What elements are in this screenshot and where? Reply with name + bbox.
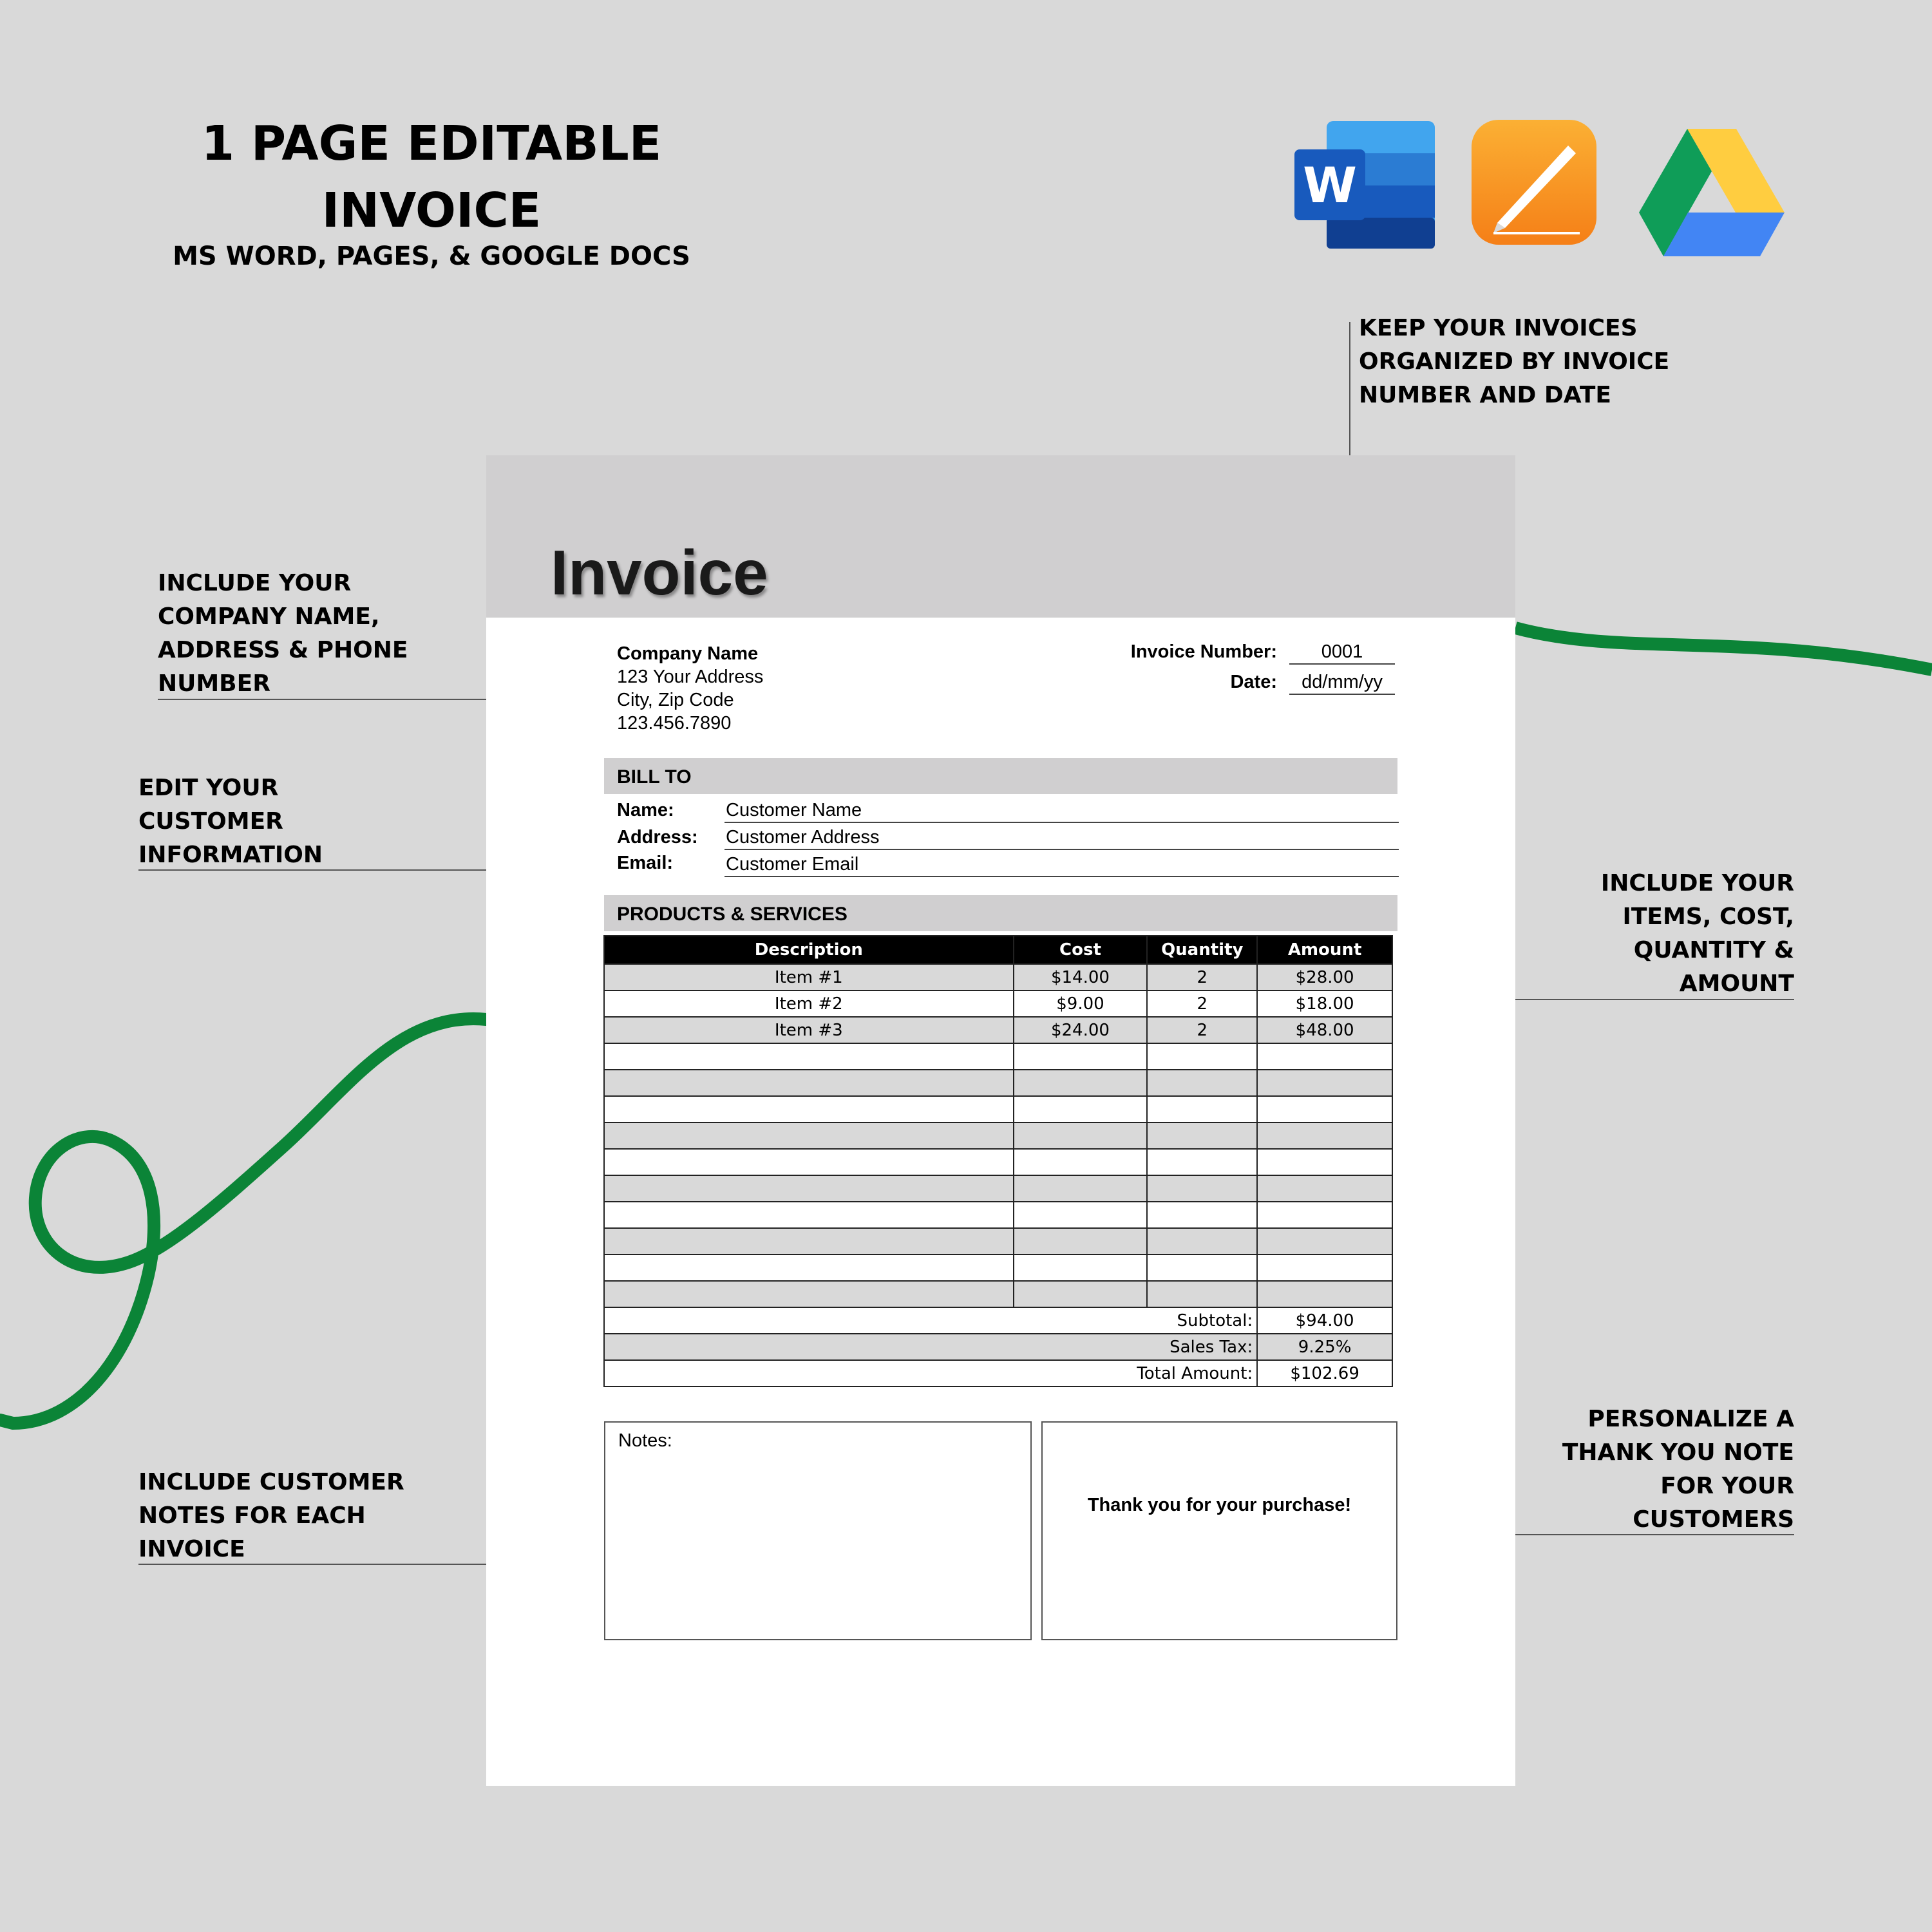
total-value[interactable]: $102.69: [1257, 1360, 1392, 1387]
empty-row[interactable]: [604, 1228, 1392, 1255]
company-phone[interactable]: 123.456.7890: [617, 713, 732, 734]
word-letter: W: [1303, 156, 1357, 214]
empty-row[interactable]: [604, 1255, 1392, 1281]
cell-description[interactable]: Item #2: [604, 990, 1014, 1017]
column-header-cost: Cost: [1014, 936, 1148, 964]
subtotal-value[interactable]: $94.00: [1257, 1307, 1392, 1334]
empty-row[interactable]: [604, 1175, 1392, 1202]
thank-you-message[interactable]: Thank you for your purchase!: [1087, 1495, 1352, 1515]
sales-tax-row: [604, 1334, 1392, 1360]
empty-row[interactable]: [604, 1202, 1392, 1228]
annotation-items: INCLUDE YOUR ITEMS, COST, QUANTITY & AMOUNT: [1600, 870, 1794, 997]
cell-description[interactable]: Item #3: [604, 1017, 1014, 1043]
bill-to-name-label: Name:: [617, 800, 674, 820]
total-label: Total Amount:: [604, 1360, 1257, 1387]
subtotal-label: Subtotal:: [604, 1307, 1257, 1334]
company-address[interactable]: 123 Your Address: [617, 667, 764, 687]
cell-quantity[interactable]: 2: [1147, 990, 1257, 1017]
empty-row[interactable]: [604, 1096, 1392, 1122]
table-row: [604, 990, 1392, 1017]
cell-amount[interactable]: $18.00: [1257, 990, 1392, 1017]
annotation-customer: EDIT YOUR CUSTOMER INFORMATION: [138, 775, 323, 868]
headline-line-2: INVOICE: [321, 183, 542, 238]
bill-to-address-label: Address:: [617, 827, 698, 848]
cell-amount[interactable]: $48.00: [1257, 1017, 1392, 1043]
subheadline: MS WORD, PAGES, & GOOGLE DOCS: [173, 242, 690, 271]
empty-row[interactable]: [604, 1070, 1392, 1096]
green-swoosh-right: [1515, 628, 1932, 670]
bill-to-address-field[interactable]: Customer Address: [724, 826, 1399, 850]
headline-line-1: 1 PAGE EDITABLE: [201, 116, 662, 171]
company-name[interactable]: Company Name: [617, 643, 759, 664]
google-drive-icon: [1639, 129, 1785, 256]
bill-to-email-label: Email:: [617, 853, 674, 873]
invoice-date-field[interactable]: dd/mm/yy: [1289, 670, 1395, 695]
column-header-description: Description: [604, 936, 1014, 964]
invoice-date-label: Date:: [1230, 672, 1277, 692]
company-city[interactable]: City, Zip Code: [617, 690, 734, 710]
notes-box[interactable]: [604, 1421, 1032, 1640]
cell-quantity[interactable]: 2: [1147, 964, 1257, 990]
thank-you-box[interactable]: [1041, 1421, 1397, 1640]
bill-to-heading: BILL TO: [604, 758, 1397, 794]
table-row: [604, 964, 1392, 990]
annotation-notes: INCLUDE CUSTOMER NOTES FOR EACH INVOICE: [138, 1469, 404, 1562]
cell-amount[interactable]: $28.00: [1257, 964, 1392, 990]
invoice-page: [486, 455, 1515, 1786]
products-heading: PRODUCTS & SERVICES: [604, 895, 1397, 931]
table-row: [604, 1017, 1392, 1043]
invoice-number-field[interactable]: 0001: [1289, 640, 1395, 665]
column-header-amount: Amount: [1257, 936, 1392, 964]
empty-row[interactable]: [604, 1149, 1392, 1175]
bill-to-email-field[interactable]: Customer Email: [724, 853, 1399, 877]
subtotal-row: [604, 1307, 1392, 1334]
word-icon: [1294, 121, 1435, 249]
products-header-row: [604, 936, 1392, 964]
green-loop-left: [0, 1019, 486, 1423]
empty-row[interactable]: [604, 1122, 1392, 1149]
products-table: [603, 935, 1393, 1387]
pages-icon: [1472, 120, 1596, 245]
empty-row[interactable]: [604, 1281, 1392, 1307]
cell-description[interactable]: Item #1: [604, 964, 1014, 990]
invoice-title: Invoice: [551, 537, 768, 608]
cell-quantity[interactable]: 2: [1147, 1017, 1257, 1043]
bill-to-name-field[interactable]: Customer Name: [724, 799, 1399, 823]
total-row: [604, 1360, 1392, 1387]
cell-cost[interactable]: $24.00: [1014, 1017, 1148, 1043]
cell-cost[interactable]: $14.00: [1014, 964, 1148, 990]
annotation-organized: KEEP YOUR INVOICES ORGANIZED BY INVOICE NUMBER AND DATE: [1359, 315, 1670, 408]
invoice-number-label: Invoice Number:: [1130, 641, 1277, 662]
column-header-quantity: Quantity: [1147, 936, 1257, 964]
notes-label: Notes:: [618, 1430, 672, 1451]
annotation-thankyou: PERSONALIZE A THANK YOU NOTE FOR YOUR CUSTOMERS: [1562, 1406, 1794, 1533]
cell-cost[interactable]: $9.00: [1014, 990, 1148, 1017]
empty-row[interactable]: [604, 1043, 1392, 1070]
sales-tax-value[interactable]: 9.25%: [1257, 1334, 1392, 1360]
sales-tax-label: Sales Tax:: [604, 1334, 1257, 1360]
annotation-company: INCLUDE YOUR COMPANY NAME, ADDRESS & PHONE NUMBER: [158, 570, 408, 697]
